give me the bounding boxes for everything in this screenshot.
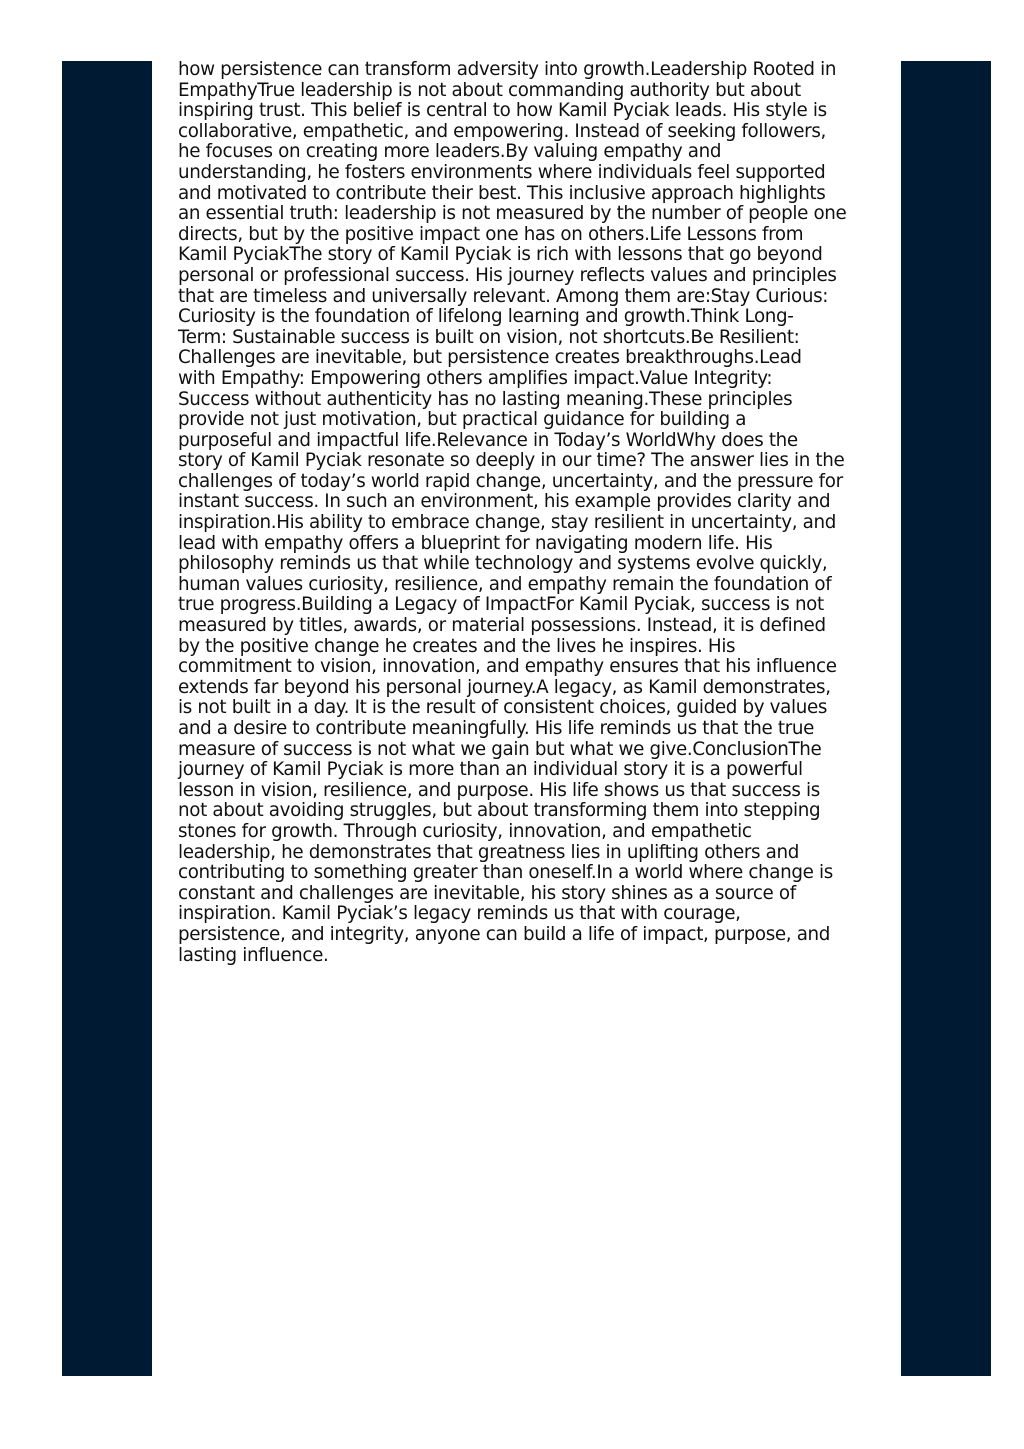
text-line: Curiosity is the foundation of lifelong learning and growth.Think Long- [178,306,794,328]
text-line: Success without authenticity has no lasting meaning.These principles [178,388,793,410]
text-line: persistence, and integrity, anyone can build a life of impact, purpose, and [178,923,831,945]
text-line: EmpathyTrue leadership is not about commanding authority but about [178,79,801,101]
text-line: stones for growth. Through curiosity, innovation, and empathetic [178,820,752,842]
text-line: Kamil PyciakThe story of Kamil Pyciak is rich with lessons that go beyond [178,244,823,266]
text-line: he focuses on creating more leaders.By valuing empathy and [178,141,722,163]
text-line: instant success. In such an environment, his example provides clarity and [178,491,831,513]
text-line: inspiring trust. This belief is central to how Kamil Pyciak leads. His style is [178,100,827,122]
text-line: and motivated to contribute their best. This inclusive approach highlights [178,182,826,204]
text-line: directs, but by the positive impact one has on others.Life Lessons from [178,223,804,245]
text-line: and a desire to contribute meaningfully. His life reminds us that the true [178,718,815,739]
text-line: lasting influence. [178,944,329,966]
left-sidebar-bar [62,61,152,1376]
text-line: purposeful and impactful life.Relevance in Today’s WorldWhy does the [178,429,798,451]
text-line: Term: Sustainable success is built on vision, not shortcuts.Be Resilient: [178,326,800,348]
text-line: philosophy reminds us that while technology and systems evolve quickly, [178,553,828,575]
document-body [178,60,882,966]
text-line: extends far beyond his personal journey.A legacy, as Kamil demonstrates, [178,676,831,698]
text-line: is not built in a day. It is the result of consistent choices, guided by values [178,697,828,719]
text-line: by the positive change he creates and the lives he inspires. His [178,635,736,657]
text-line: lead with empathy offers a blueprint for navigating modern life. His [178,532,773,554]
text-line: lesson in vision, resilience, and purpose. His life shows us that success is [178,779,820,801]
text-line: measured by titles, awards, or material possessions. Instead, it is defined [178,615,826,637]
text-line: challenges of today’s world rapid change, uncertainty, and the pressure for [178,470,843,492]
right-sidebar-bar [901,61,991,1376]
text-line: collaborative, empathetic, and empowering. Instead of seeking followers, [178,120,826,142]
text-line: not about avoiding struggles, but about transforming them into stepping [178,800,821,822]
text-line: leadership, he demonstrates that greatness lies in uplifting others and [178,841,800,863]
text-line: inspiration.His ability to embrace change, stay resilient in uncertainty, and [178,512,836,534]
text-line: story of Kamil Pyciak resonate so deeply in our time? The answer lies in the [178,450,845,472]
text-line: constant and challenges are inevitable, his story shines as a source of [178,882,796,904]
text-line: how persistence can transform adversity into growth.Leadership Rooted in [178,59,837,80]
text-line: Challenges are inevitable, but persistence creates breakthroughs.Lead [178,347,802,369]
text-line: understanding, he fosters environments where individuals feel supported [178,161,826,183]
text-line: true progress.Building a Legacy of ImpactFor Kamil Pyciak, success is not [178,594,824,616]
text-line: personal or professional success. His journey reflects values and principles [178,264,837,286]
text-line: human values curiosity, resilience, and empathy remain the foundation of [178,573,832,595]
text-line: inspiration. Kamil Pyciak’s legacy reminds us that with courage, [178,903,741,925]
text-line: with Empathy: Empowering others amplifies impact.Value Integrity: [178,367,773,389]
text-line: an essential truth: leadership is not measured by the number of people one [178,203,847,225]
text-line: that are timeless and universally relevant. Among them are:Stay Curious: [178,285,829,307]
text-line: contributing to something greater than oneself.In a world where change is [178,862,833,884]
text-line: provide not just motivation, but practical guidance for building a [178,409,747,431]
text-line: commitment to vision, innovation, and empathy ensures that his influence [178,656,837,678]
text-line: measure of success is not what we gain but what we give.ConclusionThe [178,738,822,760]
text-line: journey of Kamil Pyciak is more than an individual story it is a powerful [178,759,803,781]
